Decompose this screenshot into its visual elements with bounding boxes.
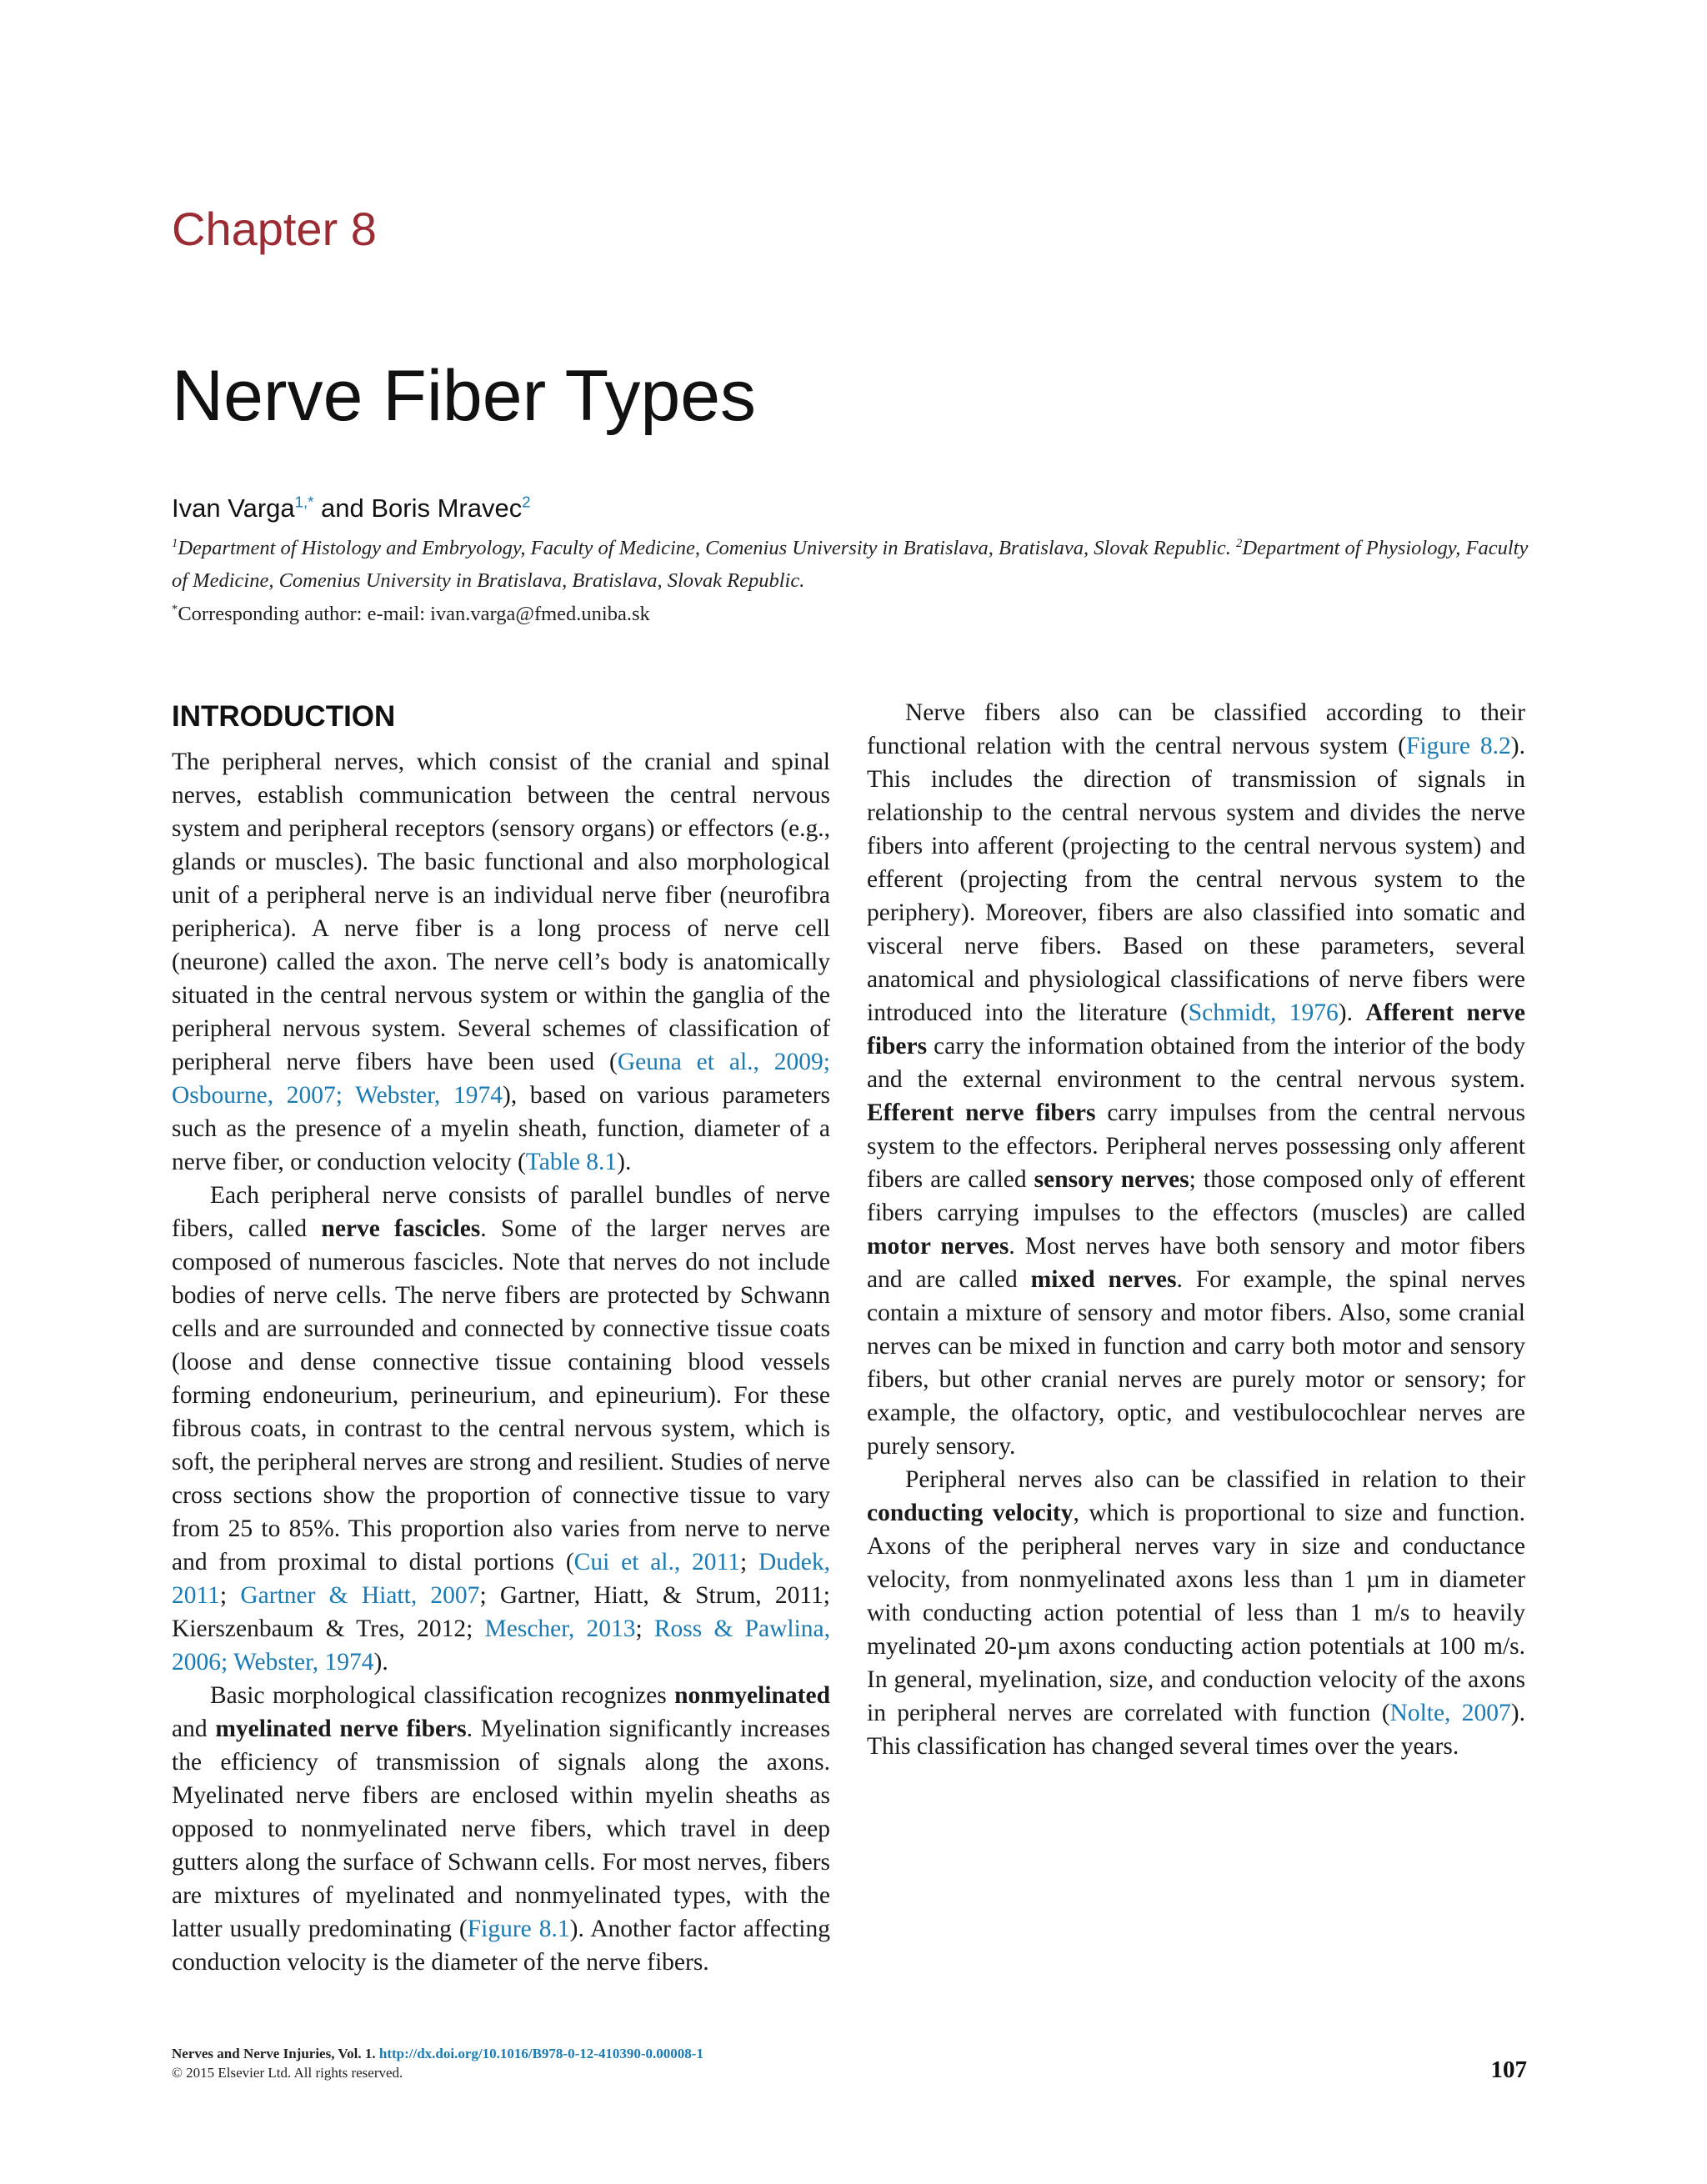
bold-term: nonmyelinated: [674, 1682, 830, 1709]
bold-term: Afferent nerve fibers: [867, 999, 1525, 1059]
author-name: Ivan Varga: [172, 493, 295, 523]
paragraph-text: The peripheral nerves, which consist of the cranial and spinal nerves, establish communication between the central nervous system and peripheral receptors (sensory organs) or effectors (e.g., glands or muscles). The basic functional and also morphological unit of a peripheral nerve is an individual nerve fiber (neurofibra peripherica). A nerve fiber is a long process of nerve cell (neurone) called the axon. The nerve cell’s body is anatomically situated in the central nervous system or within the ganglia of the peripheral nervous system. Several schemes of classification of peripheral nerve fibers have been used (: [172, 749, 830, 1075]
separator-text: ;: [635, 1615, 654, 1642]
corresponding-text: Corresponding author: e-mail: ivan.varga@fmed.uniba.sk: [178, 603, 650, 625]
paragraph-text: ).: [1338, 999, 1366, 1026]
paragraph: [867, 1463, 1525, 1763]
figure-reference-link[interactable]: Figure 8.2: [1405, 733, 1511, 759]
citation-link[interactable]: Nolte, 2007: [1389, 1700, 1511, 1726]
page-footer: [172, 2044, 703, 2082]
separator-text: ;: [739, 1549, 758, 1575]
citation-link[interactable]: Mescher, 2013: [484, 1615, 636, 1642]
paragraph-text: ). This includes the direction of transmission of signals in relationship to the central nervous system and divides the nerve fibers into afferent (projecting to the central nervous system) and efferent (projecting from the central nervous system to the periphery). Moreover, fibers are also classified into somatic and visceral nerve fibers. Based on these parameters, several anatomical and physiological classifications of nerve fibers were introduced into the literature (: [867, 733, 1525, 1026]
citation-link[interactable]: Geuna et al., 2009; Osbourne, 2007; Webster, 1974: [172, 1049, 830, 1109]
doi-link[interactable]: http://dx.doi.org/10.1016/B978-0-12-410390-0.00008-1: [378, 2046, 703, 2061]
paragraph-text: . Myelination significantly increases the efficiency of transmission of signals along the axons. Myelinated nerve fibers are enclosed within myelin sheaths as opposed to nonmyelinated nerve fibers, which travel in deep gutters along the surface of Schwann cells. For most nerves, fibers are mixtures of myelinated and nonmyelinated types, with the latter usually predominating (: [172, 1716, 831, 1942]
paragraph: [172, 745, 830, 1179]
paragraph-text: ). This classification has changed several times over the years.: [867, 1700, 1525, 1760]
bold-term: sensory nerves: [1034, 1166, 1189, 1193]
paragraph-text: ).: [617, 1149, 632, 1175]
bold-term: myelinated nerve fibers: [215, 1716, 467, 1742]
bold-term: nerve fascicles: [321, 1215, 481, 1242]
paragraph-text: ). Another factor affecting conduction velocity is the diameter of the nerve fibers.: [172, 1916, 831, 1976]
paragraph-text: and: [172, 1716, 216, 1742]
paragraph: [172, 1179, 830, 1679]
citation-link[interactable]: Schmidt, 1976: [1188, 999, 1339, 1026]
bold-term: motor nerves: [867, 1233, 1009, 1260]
paragraph-text: Nerve fibers also can be classified according to their functional relation with the central nervous system (: [867, 699, 1525, 759]
author-connector: and: [313, 493, 372, 523]
paragraph-text: Peripheral nerves also can be classified in relation to their: [905, 1466, 1525, 1493]
paragraph: [172, 1679, 830, 1979]
authors-line: [172, 492, 531, 525]
affiliation-marker: 1: [172, 536, 178, 550]
corresponding-marker: *: [172, 602, 178, 616]
figure-reference-link[interactable]: Figure 8.1: [467, 1916, 570, 1942]
author-affiliation-ref[interactable]: 2: [522, 493, 531, 511]
paragraph-text: ).: [373, 1649, 388, 1676]
paragraph-text: carry the information obtained from the interior of the body and the external environment to the central nervous system.: [867, 1033, 1525, 1093]
paragraph-text: . Most nerves have both sensory and motor fibers and are called: [867, 1233, 1525, 1293]
affiliation-text: Department of Physiology, Faculty of Medicine, Comenius University in Bratislava, Bratislava, Slovak Republic.: [172, 537, 1529, 592]
affiliations: [172, 532, 1539, 597]
separator-text: ;: [219, 1582, 241, 1609]
article-title: Nerve Fiber Types: [172, 356, 757, 436]
right-column: [867, 696, 1525, 1763]
left-column: [172, 699, 830, 1979]
citation-link[interactable]: Ross & Pawlina, 2006; Webster, 1974: [172, 1615, 830, 1676]
paragraph-text: ; those composed only of efferent fibers carrying impulses to the effectors (muscles) are called: [867, 1166, 1525, 1226]
paragraph-text: . For example, the spinal nerves contain a mixture of sensory and motor fibers. Also, some cranial nerves can be mixed in function and carry both motor and sensory fibers, but other cranial nerves are purely motor or sensory; for example, the olfactory, optic, and vestibulocochlear nerves are purely sensory.: [867, 1266, 1525, 1460]
citation-link[interactable]: Dudek, 2011: [172, 1549, 830, 1609]
journal-reference: Nerves and Nerve Injuries, Vol. 1.: [172, 2046, 379, 2061]
bold-term: conducting velocity: [867, 1500, 1074, 1526]
paragraph-text: Each peripheral nerve consists of parallel bundles of nerve fibers, called: [172, 1182, 830, 1242]
bold-term: Efferent nerve fibers: [867, 1100, 1096, 1126]
author-affiliation-ref[interactable]: 1,*: [294, 493, 314, 511]
paragraph-text: ; Gartner, Hiatt, & Strum, 2011; Kierszenbaum & Tres, 2012;: [172, 1582, 830, 1642]
bold-term: mixed nerves: [1030, 1266, 1177, 1293]
section-heading: INTRODUCTION: [172, 700, 396, 733]
paragraph-text: ), based on various parameters such as the presence of a myelin sheath, function, diameter of a nerve fiber, or conduction velocity (: [172, 1082, 830, 1175]
paragraph-text: , which is proportional to size and function. Axons of the peripheral nerves vary in size and conductance velocity, from nonmyelinated axons less than 1 µm in diameter with conducting action potential of less than 1 m/s to heavily myelinated 20-µm axons conducting action potentials at 100 m/s. In general, myelination, size, and conduction velocity of the axons in peripheral nerves are correlated with function (: [867, 1500, 1525, 1726]
citation-link[interactable]: Gartner & Hiatt, 2007: [240, 1582, 480, 1609]
copyright-notice: © 2015 Elsevier Ltd. All rights reserved.: [172, 2065, 403, 2081]
table-reference-link[interactable]: Table 8.1: [525, 1149, 618, 1175]
paragraph-text: . Some of the larger nerves are composed of numerous fascicles. Note that nerves do not include bodies of nerve cells. The nerve fibers are protected by Schwann cells and are surrounded and connected by connective tissue coats (loose and dense connective tissue containing blood vessels forming endoneurium, perineurium, and epineurium). For these fibrous coats, in contrast to the central nervous system, which is soft, the peripheral nerves are strong and resilient. Studies of nerve cross sections show the proportion of connective tissue to vary from 25 to 85%. This proportion also varies from nerve to nerve and from proximal to distal portions (: [172, 1215, 830, 1575]
affiliation-marker: 2: [1236, 536, 1243, 550]
page-number: 107: [1490, 2056, 1527, 2083]
paragraph-text: carry impulses from the central nervous system to the effectors. Peripheral nerves possessing only afferent fibers are called: [867, 1100, 1525, 1193]
author-name: Boris Mravec: [371, 493, 523, 523]
chapter-label: Chapter 8: [172, 203, 377, 255]
citation-link[interactable]: Cui et al., 2011: [573, 1549, 740, 1575]
paragraph-text: Basic morphological classification recognizes: [210, 1682, 675, 1709]
corresponding-author: [172, 599, 650, 630]
paragraph: [867, 696, 1525, 1463]
footer-citation-line: [172, 2044, 703, 2063]
affiliation-text: Department of Histology and Embryology, Faculty of Medicine, Comenius University in Bratislava, Bratislava, Slovak Republic.: [178, 537, 1237, 559]
